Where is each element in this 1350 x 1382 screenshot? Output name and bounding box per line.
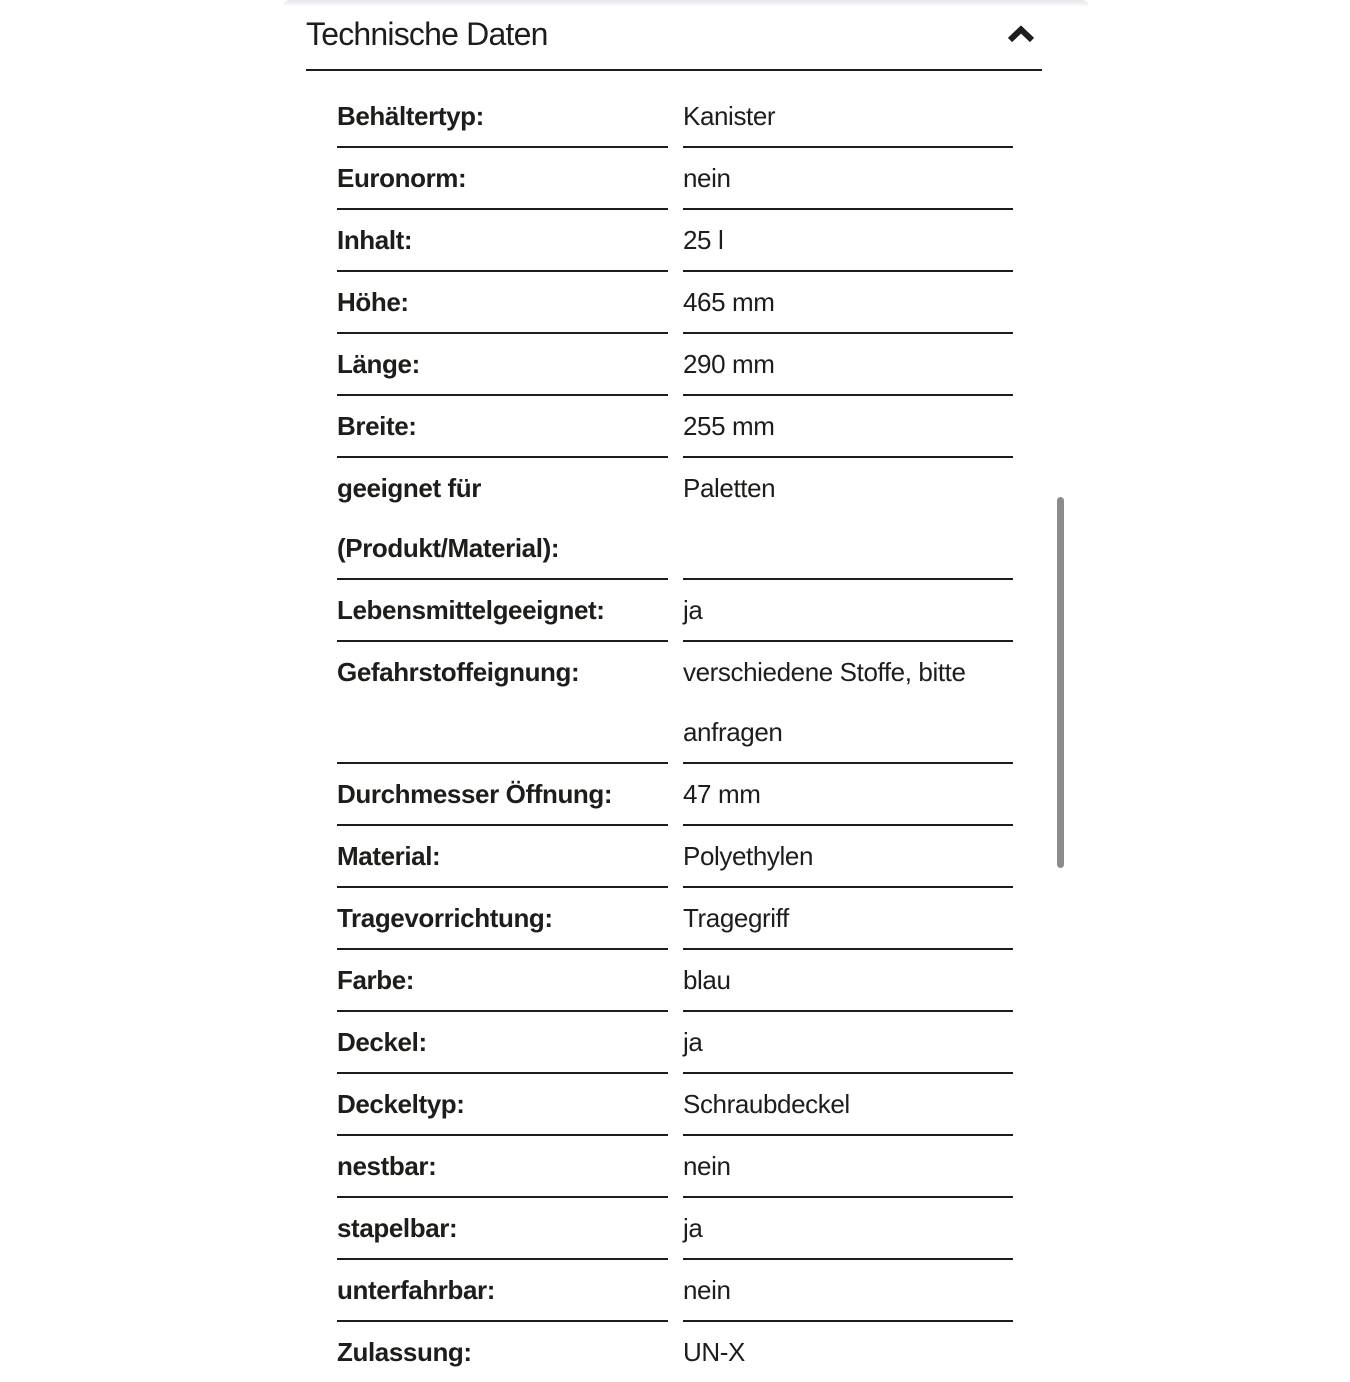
spec-value: 255 mm	[683, 396, 1013, 458]
spec-value: Kanister	[683, 86, 1013, 148]
spec-label: Farbe:	[337, 950, 668, 1012]
table-row	[337, 1074, 1013, 1136]
spec-value: ja	[683, 580, 1013, 642]
table-row	[337, 86, 1013, 148]
table-row	[337, 826, 1013, 888]
table-row	[337, 396, 1013, 458]
table-row	[337, 1198, 1013, 1260]
spec-value: nein	[683, 1136, 1013, 1198]
spec-value: Polyethylen	[683, 826, 1013, 888]
spec-label: Euronorm:	[337, 148, 668, 210]
table-row	[337, 1260, 1013, 1322]
section-title: Technische Daten	[306, 16, 548, 52]
chevron-up-icon	[1006, 32, 1036, 47]
table-row	[337, 210, 1013, 272]
table-row	[337, 642, 1013, 764]
spec-label: Länge:	[337, 334, 668, 396]
table-row	[337, 580, 1013, 642]
spec-value: verschiedene Stoffe, bitte anfragen	[683, 642, 1013, 764]
accordion-header[interactable]	[306, 0, 1042, 56]
table-row	[337, 334, 1013, 396]
spec-label: unterfahrbar:	[337, 1260, 668, 1322]
spec-value: Tragegriff	[683, 888, 1013, 950]
spec-label: Höhe:	[337, 272, 668, 334]
spec-label: Tragevorrichtung:	[337, 888, 668, 950]
spec-table	[337, 86, 1013, 1382]
spec-value: blau	[683, 950, 1013, 1012]
table-row	[337, 888, 1013, 950]
spec-label: Zulassung:	[337, 1337, 472, 1367]
spec-label: stapelbar:	[337, 1198, 668, 1260]
spec-label: Deckeltyp:	[337, 1074, 668, 1136]
table-row	[337, 764, 1013, 826]
table-row	[337, 1136, 1013, 1198]
spec-label: Deckel:	[337, 1012, 668, 1074]
table-row	[337, 148, 1013, 210]
spec-label: Durchmesser Öffnung:	[337, 764, 668, 826]
spec-value: UN-X	[683, 1337, 745, 1367]
spec-label: nestbar:	[337, 1136, 668, 1198]
table-row	[337, 1012, 1013, 1074]
spec-value: Schraubdeckel	[683, 1074, 1013, 1136]
table-row	[337, 1322, 1013, 1382]
technical-data-panel	[306, 0, 1042, 1382]
spec-label: Lebensmittelgeeignet:	[337, 580, 668, 642]
table-row	[337, 458, 1013, 580]
spec-label: Breite:	[337, 396, 668, 458]
spec-value: nein	[683, 1260, 1013, 1322]
spec-value: 25 l	[683, 210, 1013, 272]
spec-value: 465 mm	[683, 272, 1013, 334]
spec-label: Material:	[337, 826, 668, 888]
spec-value: nein	[683, 148, 1013, 210]
spec-value: 47 mm	[683, 764, 1013, 826]
spec-label: Behältertyp:	[337, 86, 668, 148]
table-row	[337, 950, 1013, 1012]
spec-label: Inhalt:	[337, 210, 668, 272]
header-divider	[306, 69, 1042, 71]
spec-value: ja	[683, 1198, 1013, 1260]
collapse-section-button[interactable]	[1000, 25, 1042, 44]
spec-value: ja	[683, 1012, 1013, 1074]
spec-value: 290 mm	[683, 334, 1013, 396]
spec-label: Gefahrstoffeignung:	[337, 642, 668, 764]
spec-label: geeignet für (Produkt/Material):	[337, 458, 668, 580]
table-row	[337, 272, 1013, 334]
spec-value: Paletten	[683, 458, 1013, 580]
scrollbar-thumb[interactable]	[1057, 497, 1064, 868]
